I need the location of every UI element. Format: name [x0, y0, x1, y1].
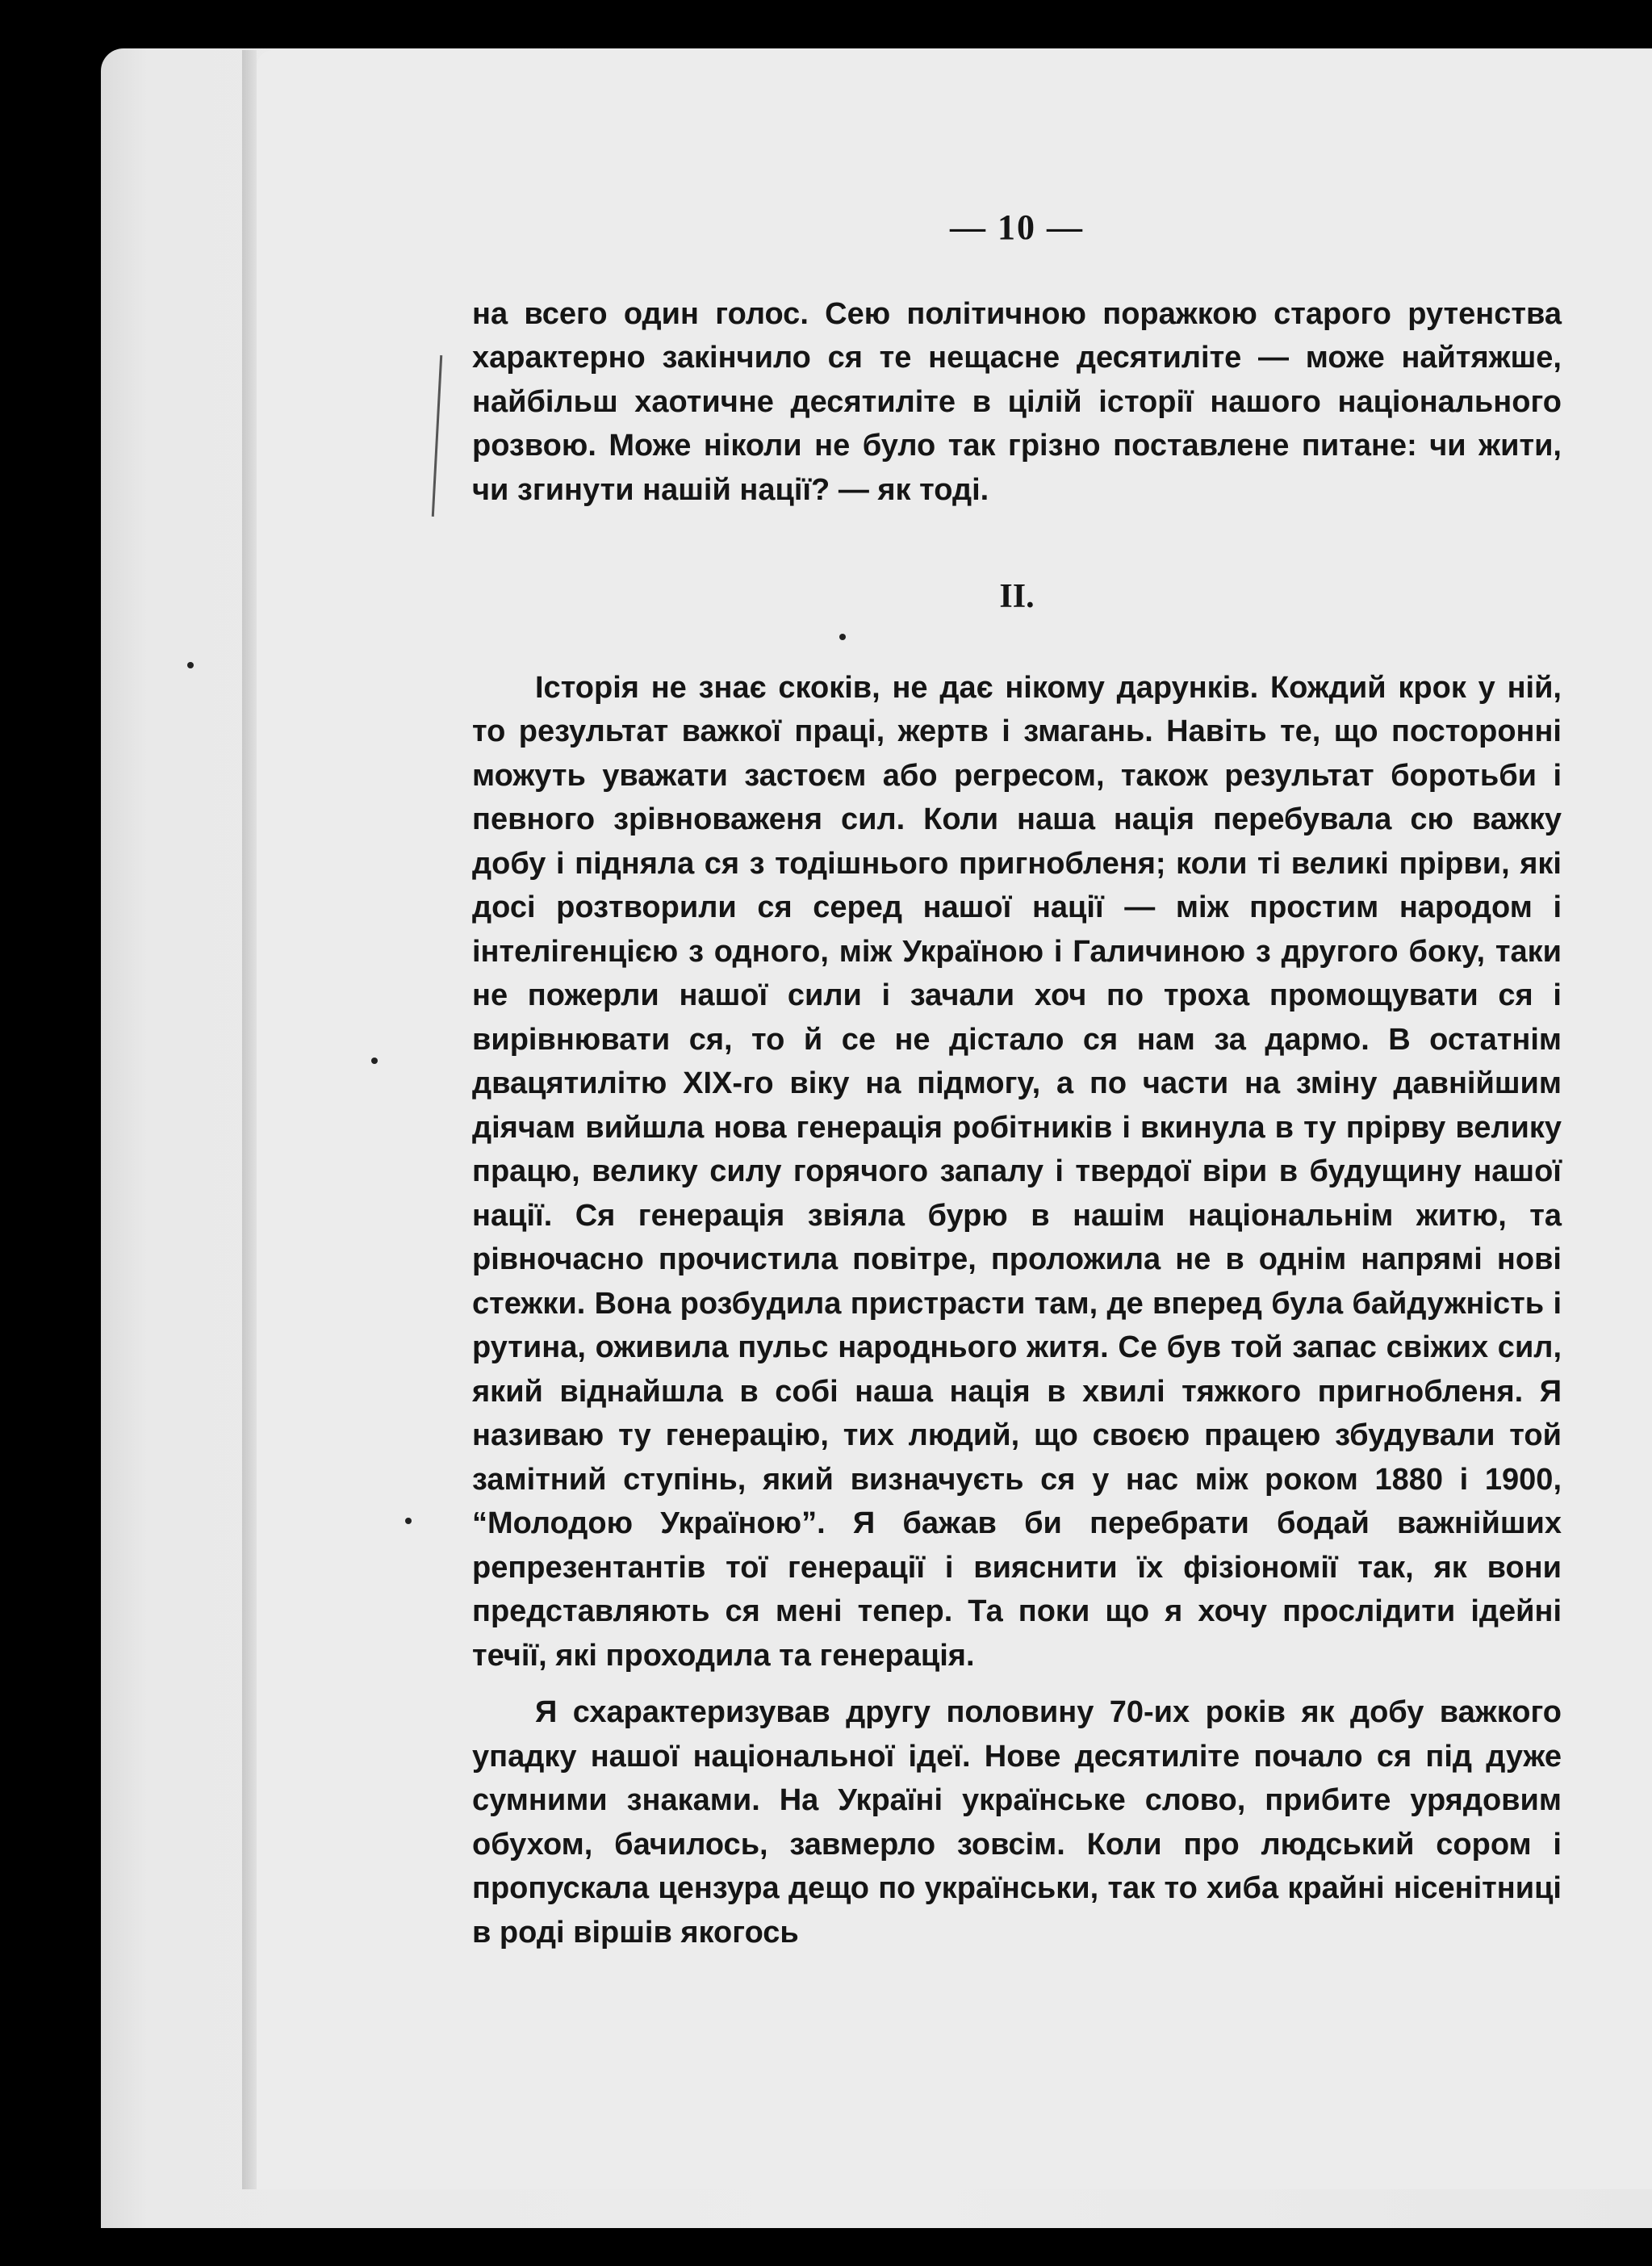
margin-speck [405, 1518, 412, 1524]
intro-paragraph: на всего один голос. Сею політичною поражкою старого рутенства характерно закінчило ся те нещасне десятиліте — може найтяжше, найбільш хаотичне десятиліте в цілій історії нашого національного розвою. Може ніколи не було так грізно поставлене питане: чи жити, чи згинути нашій нації? — як тоді. [472, 296, 1562, 507]
body-paragraph: Я схарактеризував другу половину 70-их років як добу важкого упадку нашої національної ідеї. Нове десятиліте почало ся під дуже сумними знаками. На Україні українське слово, прибите урядовим обухом, бачилось, завмерло зовсім. Коли про людський сором і пропускала цензура дещо по українськи, так то хиба крайні нісенітниці в роді віршів якогось [472, 1695, 1562, 1950]
margin-speck [371, 1058, 378, 1064]
page-spine-edge [242, 50, 257, 2189]
margin-speck [187, 662, 194, 668]
section-heading: II. [999, 578, 1035, 615]
page-number: — 10 — [950, 207, 1084, 247]
page-text [472, 206, 1562, 1954]
body-paragraph: Історія не знає скоків, не дає нікому дарунків. Кождий крок у ній, то результат важкої праці, жертв і змагань. Навіть те, що посторонні можуть уважати застоєм або регресом, також результат боротьби і певного зрівноваженя сил. Коли наша нація перебувала сю важку добу і підняла ся з тодішнього пригнобленя; коли ті великі прірви, які досі розтворили ся серед нашої нації — між простим народом і інтелігенцією з одного, між Україною і Галичиною з другого боку, таки не пожерли нашої сили і зачали хоч по троха промощувати ся і вирівнювати ся, то й се не дістало ся нам за дармо. В остатнім двацятилітю XIX-го віку на підмогу, а по части на зміну давнійшим діячам вийшла нова генерація робітників і вкинула в ту прірву велику працю, велику силу горячого запалу і твердої віри в будущину нашої нації. Ся генерація звіяла бурю в нашім національнім житю, та рівночасно прочистила повітре, проложила не в однім напрямі нові стежки. Вона розбудила пристрасти там, де вперед була байдужність і рутина, оживила пульс народнього житя. Се був той запас свіжих сил, який віднайшла в собі наша нація в хвилі тяжкого пригнобленя. Я називаю ту генерацію, тих людий, що своєю працею збудували той замітний ступінь, який визначуєть ся у нас між роком 1880 і 1900, “Молодою Україною”. Я бажав би перебрати бодай важнійших репрезентантів тої генерації і вияснити їх фізіономії так, як вони представляють ся мені тепер. Та поки що я хочу прослідити ідейні течії, які проходила та генерація. [472, 670, 1562, 1673]
